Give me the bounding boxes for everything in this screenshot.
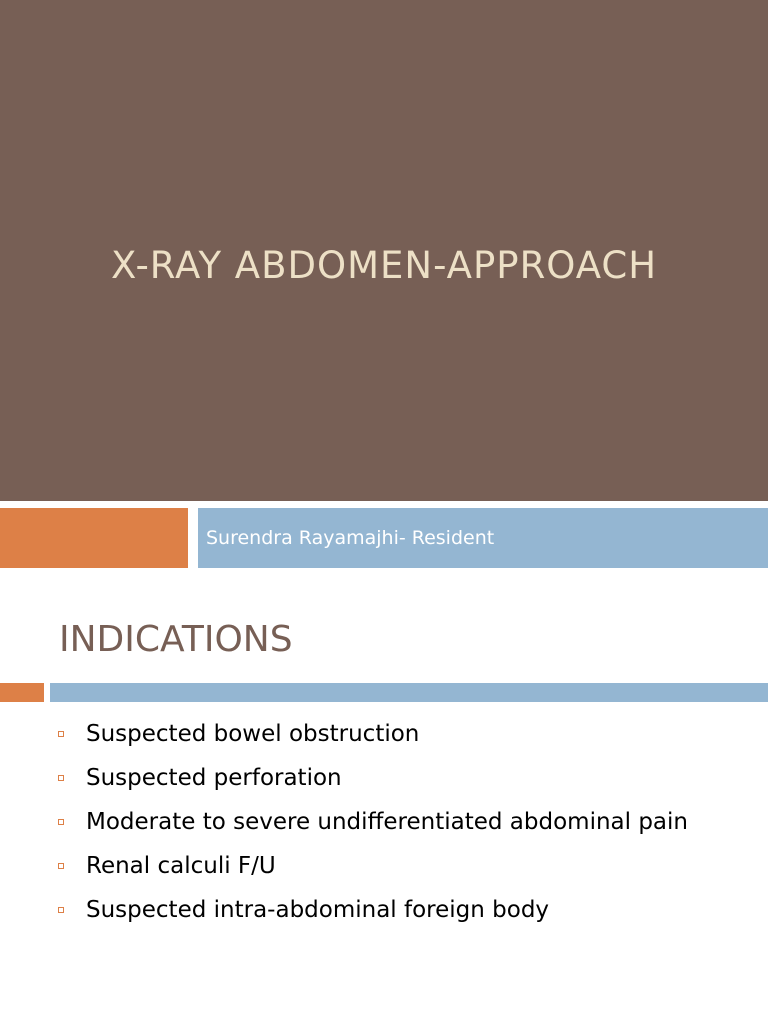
bullet-item [58, 759, 718, 797]
heading-rule-orange [0, 683, 44, 702]
bullet-list [58, 715, 718, 935]
slide-subtitle: Surendra Rayamajhi- Resident [206, 527, 495, 549]
bullet-text: Suspected perforation [86, 765, 342, 791]
hollow-square-bullet-icon [58, 863, 64, 869]
bullet-text: Moderate to severe undifferentiated abdominal pain [86, 809, 688, 835]
content-slide [0, 570, 768, 1024]
bullet-item [58, 847, 718, 885]
bullet-text: Suspected bowel obstruction [86, 721, 420, 747]
slide-title: X-RAY ABDOMEN-APPROACH [110, 244, 658, 287]
slide-heading: INDICATIONS [59, 619, 293, 660]
hollow-square-bullet-icon [58, 907, 64, 913]
bullet-item [58, 891, 718, 929]
heading-rule-blue [50, 683, 768, 702]
bullet-text: Renal calculi F/U [86, 853, 276, 879]
bullet-item [58, 803, 718, 841]
bullet-text: Suspected intra-abdominal foreign body [86, 897, 550, 923]
hollow-square-bullet-icon [58, 775, 64, 781]
title-block [0, 0, 768, 501]
hollow-square-bullet-icon [58, 731, 64, 737]
bullet-item [58, 715, 718, 753]
accent-band-orange [0, 508, 188, 568]
hollow-square-bullet-icon [58, 819, 64, 825]
accent-band-blue [198, 508, 768, 568]
